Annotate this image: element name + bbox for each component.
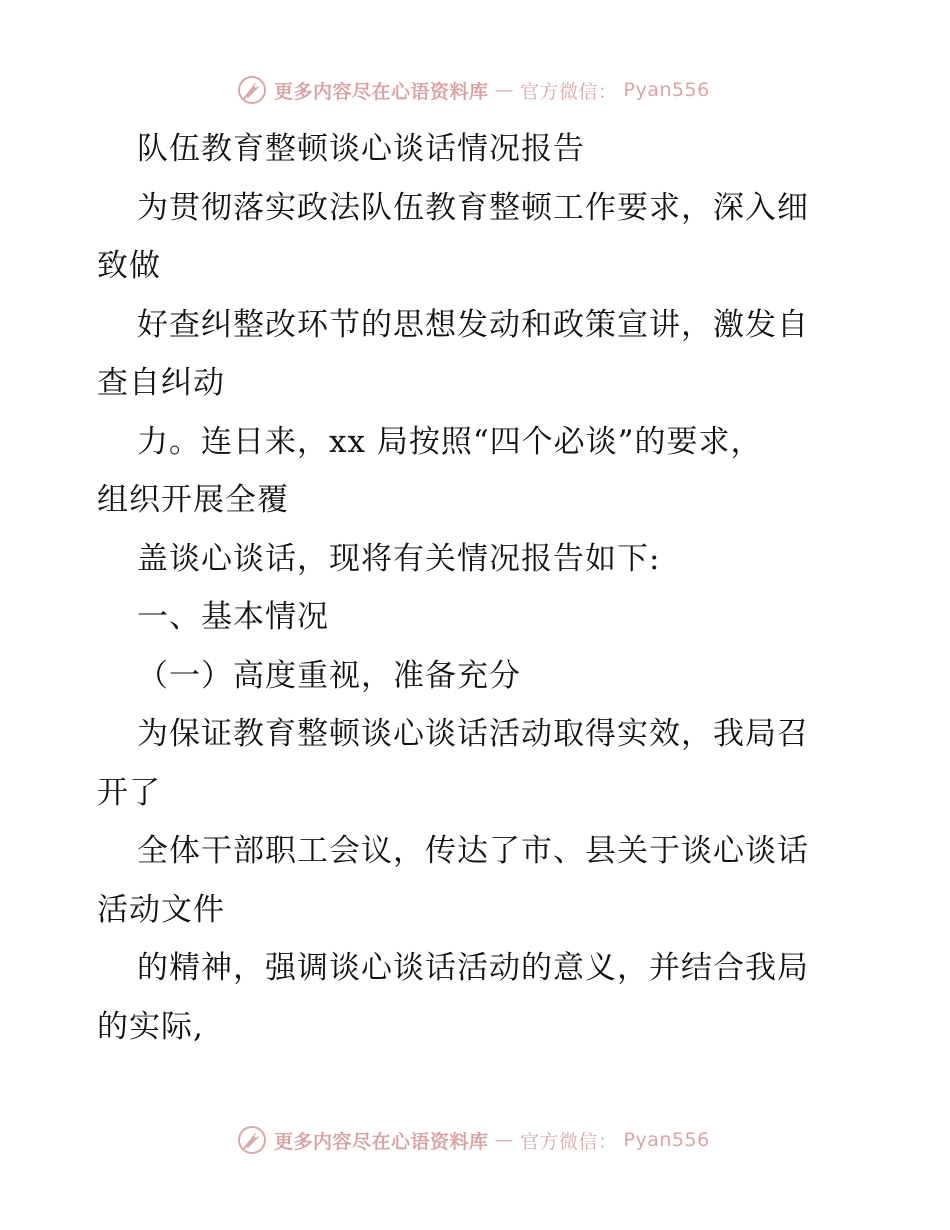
- text-line: 好查纠整改环节的思想发动和政策宣讲，激发自: [137, 306, 809, 343]
- subsection-heading: （一）高度重视，准备充分: [137, 657, 521, 694]
- banner-main-text: 更多内容尽在心语资料库: [274, 80, 489, 103]
- pen-nib-logo-icon: [236, 74, 268, 106]
- banner-separator: —: [494, 79, 515, 101]
- text-line: 的实际,: [97, 1008, 204, 1045]
- document-body: [97, 120, 857, 1056]
- section-heading: 一、基本情况: [137, 599, 329, 635]
- pen-nib-logo-icon: [236, 1124, 268, 1156]
- text-line: 开了: [97, 774, 161, 811]
- banner-separator: —: [494, 1129, 515, 1151]
- banner-main-text: 更多内容尽在心语资料库: [274, 1130, 489, 1153]
- text-line: 致做: [97, 248, 161, 284]
- text-line: 组织开展全覆: [97, 482, 289, 518]
- banner-contact-label: 官方微信：: [520, 80, 618, 103]
- text-line: 活动文件: [97, 891, 225, 928]
- text-line: 为贯彻落实政法队伍教育整顿工作要求，深入细: [137, 189, 809, 226]
- text-line: 全体干部职工会议，传达了市、县关于谈心谈话: [137, 833, 809, 869]
- text-line: 查自纠动: [97, 365, 225, 401]
- document-title: 队伍教育整顿谈心谈话情况报告: [137, 131, 585, 167]
- banner-contact-id: Pyan556: [623, 79, 710, 101]
- banner-contact-id: Pyan556: [623, 1129, 710, 1151]
- text-line: 的精神，强调谈心谈话活动的意义，并结合我局: [137, 950, 809, 986]
- header-watermark-banner: [236, 73, 756, 107]
- banner-contact-label: 官方微信：: [520, 1130, 618, 1153]
- text-line: 力。连日来，xx 局按照“四个必谈”的要求，: [137, 423, 763, 460]
- text-line: 盖谈心谈话，现将有关情况报告如下:: [137, 540, 661, 577]
- footer-watermark-banner: [236, 1123, 756, 1157]
- text-line: 为保证教育整顿谈心谈话活动取得实效，我局召: [137, 716, 809, 752]
